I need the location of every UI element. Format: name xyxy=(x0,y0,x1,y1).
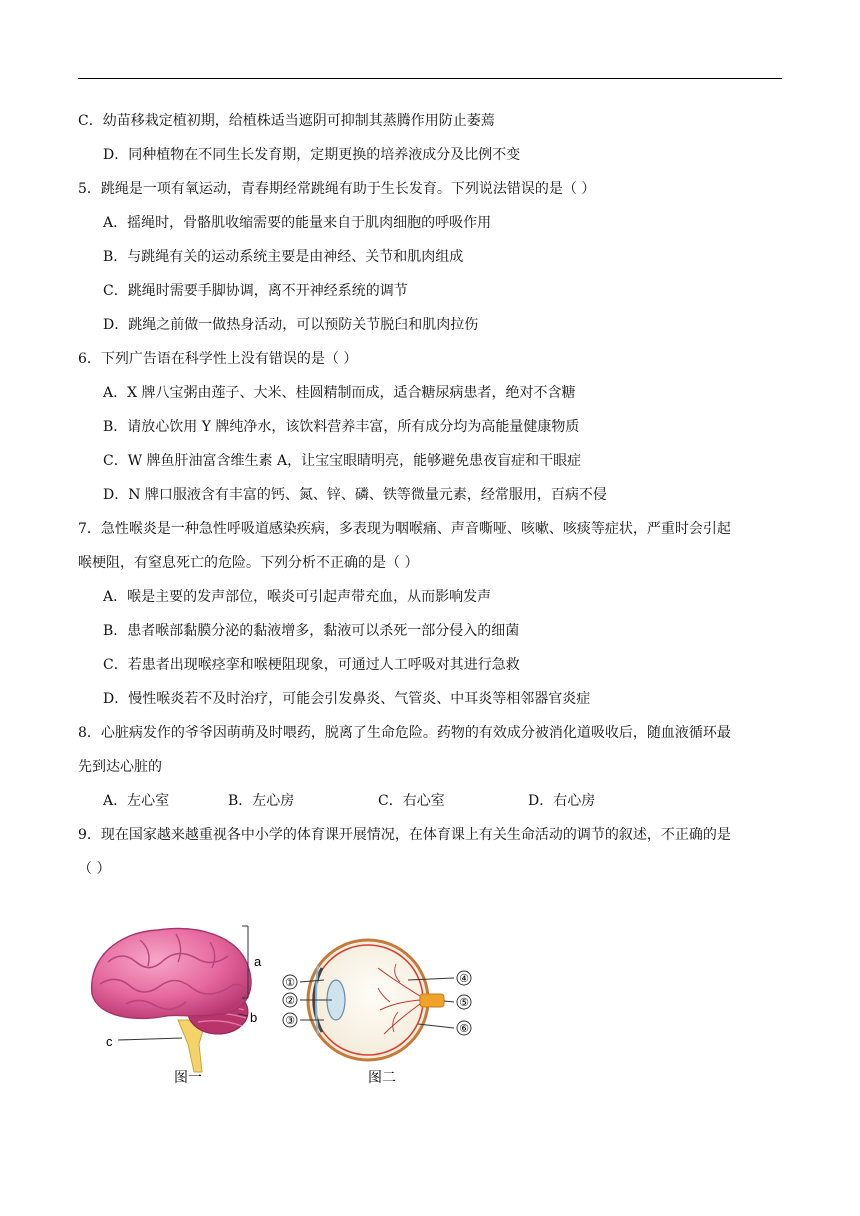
figure-brain-eye xyxy=(78,910,498,1095)
caption-figure-1: 图一 xyxy=(174,1069,202,1085)
eye-label-4: ④ xyxy=(459,973,469,985)
eye-label-2: ② xyxy=(285,995,295,1007)
option-8c: C．右心室 xyxy=(378,793,445,809)
question-9-line2: （ ） xyxy=(78,861,111,877)
option-5a: A．摇绳时，骨骼肌收缩需要的能量来自于肌肉细胞的呼吸作用 xyxy=(103,215,492,231)
option-4c: C．幼苗移栽定植初期，给植株适当遮阴可抑制其蒸腾作用防止萎蔫 xyxy=(78,113,495,129)
option-6a: A．X 牌八宝粥由莲子、大米、桂圆精制而成，适合糖尿病患者，绝对不含糖 xyxy=(103,385,576,401)
brain-label-c: c xyxy=(106,1034,113,1049)
option-7b: B．患者喉部黏膜分泌的黏液增多，黏液可以杀死一部分侵入的细菌 xyxy=(103,623,520,639)
question-6: 6．下列广告语在科学性上没有错误的是（ ） xyxy=(78,351,358,367)
brain-label-a: a xyxy=(254,954,262,969)
question-8-options xyxy=(0,791,860,811)
header-rule xyxy=(78,78,782,79)
question-5: 5．跳绳是一项有氧运动，青春期经常跳绳有助于生长发育。下列说法错误的是（ ） xyxy=(78,181,596,197)
option-5d: D．跳绳之前做一做热身活动，可以预防关节脱臼和肌肉拉伤 xyxy=(103,317,479,333)
question-7-line1: 7．急性喉炎是一种急性呼吸道感染疾病，多表现为咽喉痛、声音嘶哑、咳嗽、咳痰等症状，严重时会引起 xyxy=(78,521,731,537)
option-5c: C．跳绳时需要手脚协调，离不开神经系统的调节 xyxy=(103,283,408,299)
option-6c: C．W 牌鱼肝油富含维生素 A，让宝宝眼睛明亮，能够避免患夜盲症和干眼症 xyxy=(103,453,582,469)
option-8a: A．左心室 xyxy=(103,793,170,809)
eye-drawing xyxy=(283,940,471,1060)
option-7a: A．喉是主要的发声部位，喉炎可引起声带充血，从而影响发声 xyxy=(103,589,492,605)
question-7-line2: 喉梗阻，有窒息死亡的危险。下列分析不正确的是（ ） xyxy=(78,555,419,571)
eye-label-3: ③ xyxy=(285,1015,295,1027)
brain-label-b: b xyxy=(250,1010,258,1025)
option-6d: D．N 牌口服液含有丰富的钙、氮、锌、磷、铁等微量元素，经常服用，百病不侵 xyxy=(103,487,607,503)
brain-drawing xyxy=(92,926,251,1072)
question-8-line1: 8．心脏病发作的爷爷因萌萌及时喂药，脱离了生命危险。药物的有效成分被消化道吸收后，随血液循环最 xyxy=(78,725,731,741)
option-6b: B．请放心饮用 Y 牌纯净水，该饮料营养丰富，所有成分均为高能量健康物质 xyxy=(103,419,580,435)
eye-label-1: ① xyxy=(285,977,295,989)
eye-label-6: ⑥ xyxy=(459,1023,469,1035)
option-7d: D．慢性喉炎若不及时治疗，可能会引发鼻炎、气管炎、中耳炎等相邻器官炎症 xyxy=(103,691,591,707)
option-8d: D．右心房 xyxy=(528,793,596,809)
question-9-line1: 9．现在国家越来越重视各中小学的体育课开展情况，在体育课上有关生命活动的调节的叙述，不正确的是 xyxy=(78,827,731,843)
figure-illustration xyxy=(78,910,498,1095)
option-4d: D．同种植物在不同生长发育期，定期更换的培养液成分及比例不变 xyxy=(103,147,521,163)
option-7c: C．若患者出现喉痉挛和喉梗阻现象，可通过人工呼吸对其进行急救 xyxy=(103,657,520,673)
caption-figure-2: 图二 xyxy=(368,1069,396,1085)
option-8b: B．左心房 xyxy=(228,793,295,809)
question-8-line2: 先到达心脏的 xyxy=(78,759,162,775)
option-5b: B．与跳绳有关的运动系统主要是由神经、关节和肌肉组成 xyxy=(103,249,464,265)
eye-label-5: ⑤ xyxy=(459,997,469,1009)
